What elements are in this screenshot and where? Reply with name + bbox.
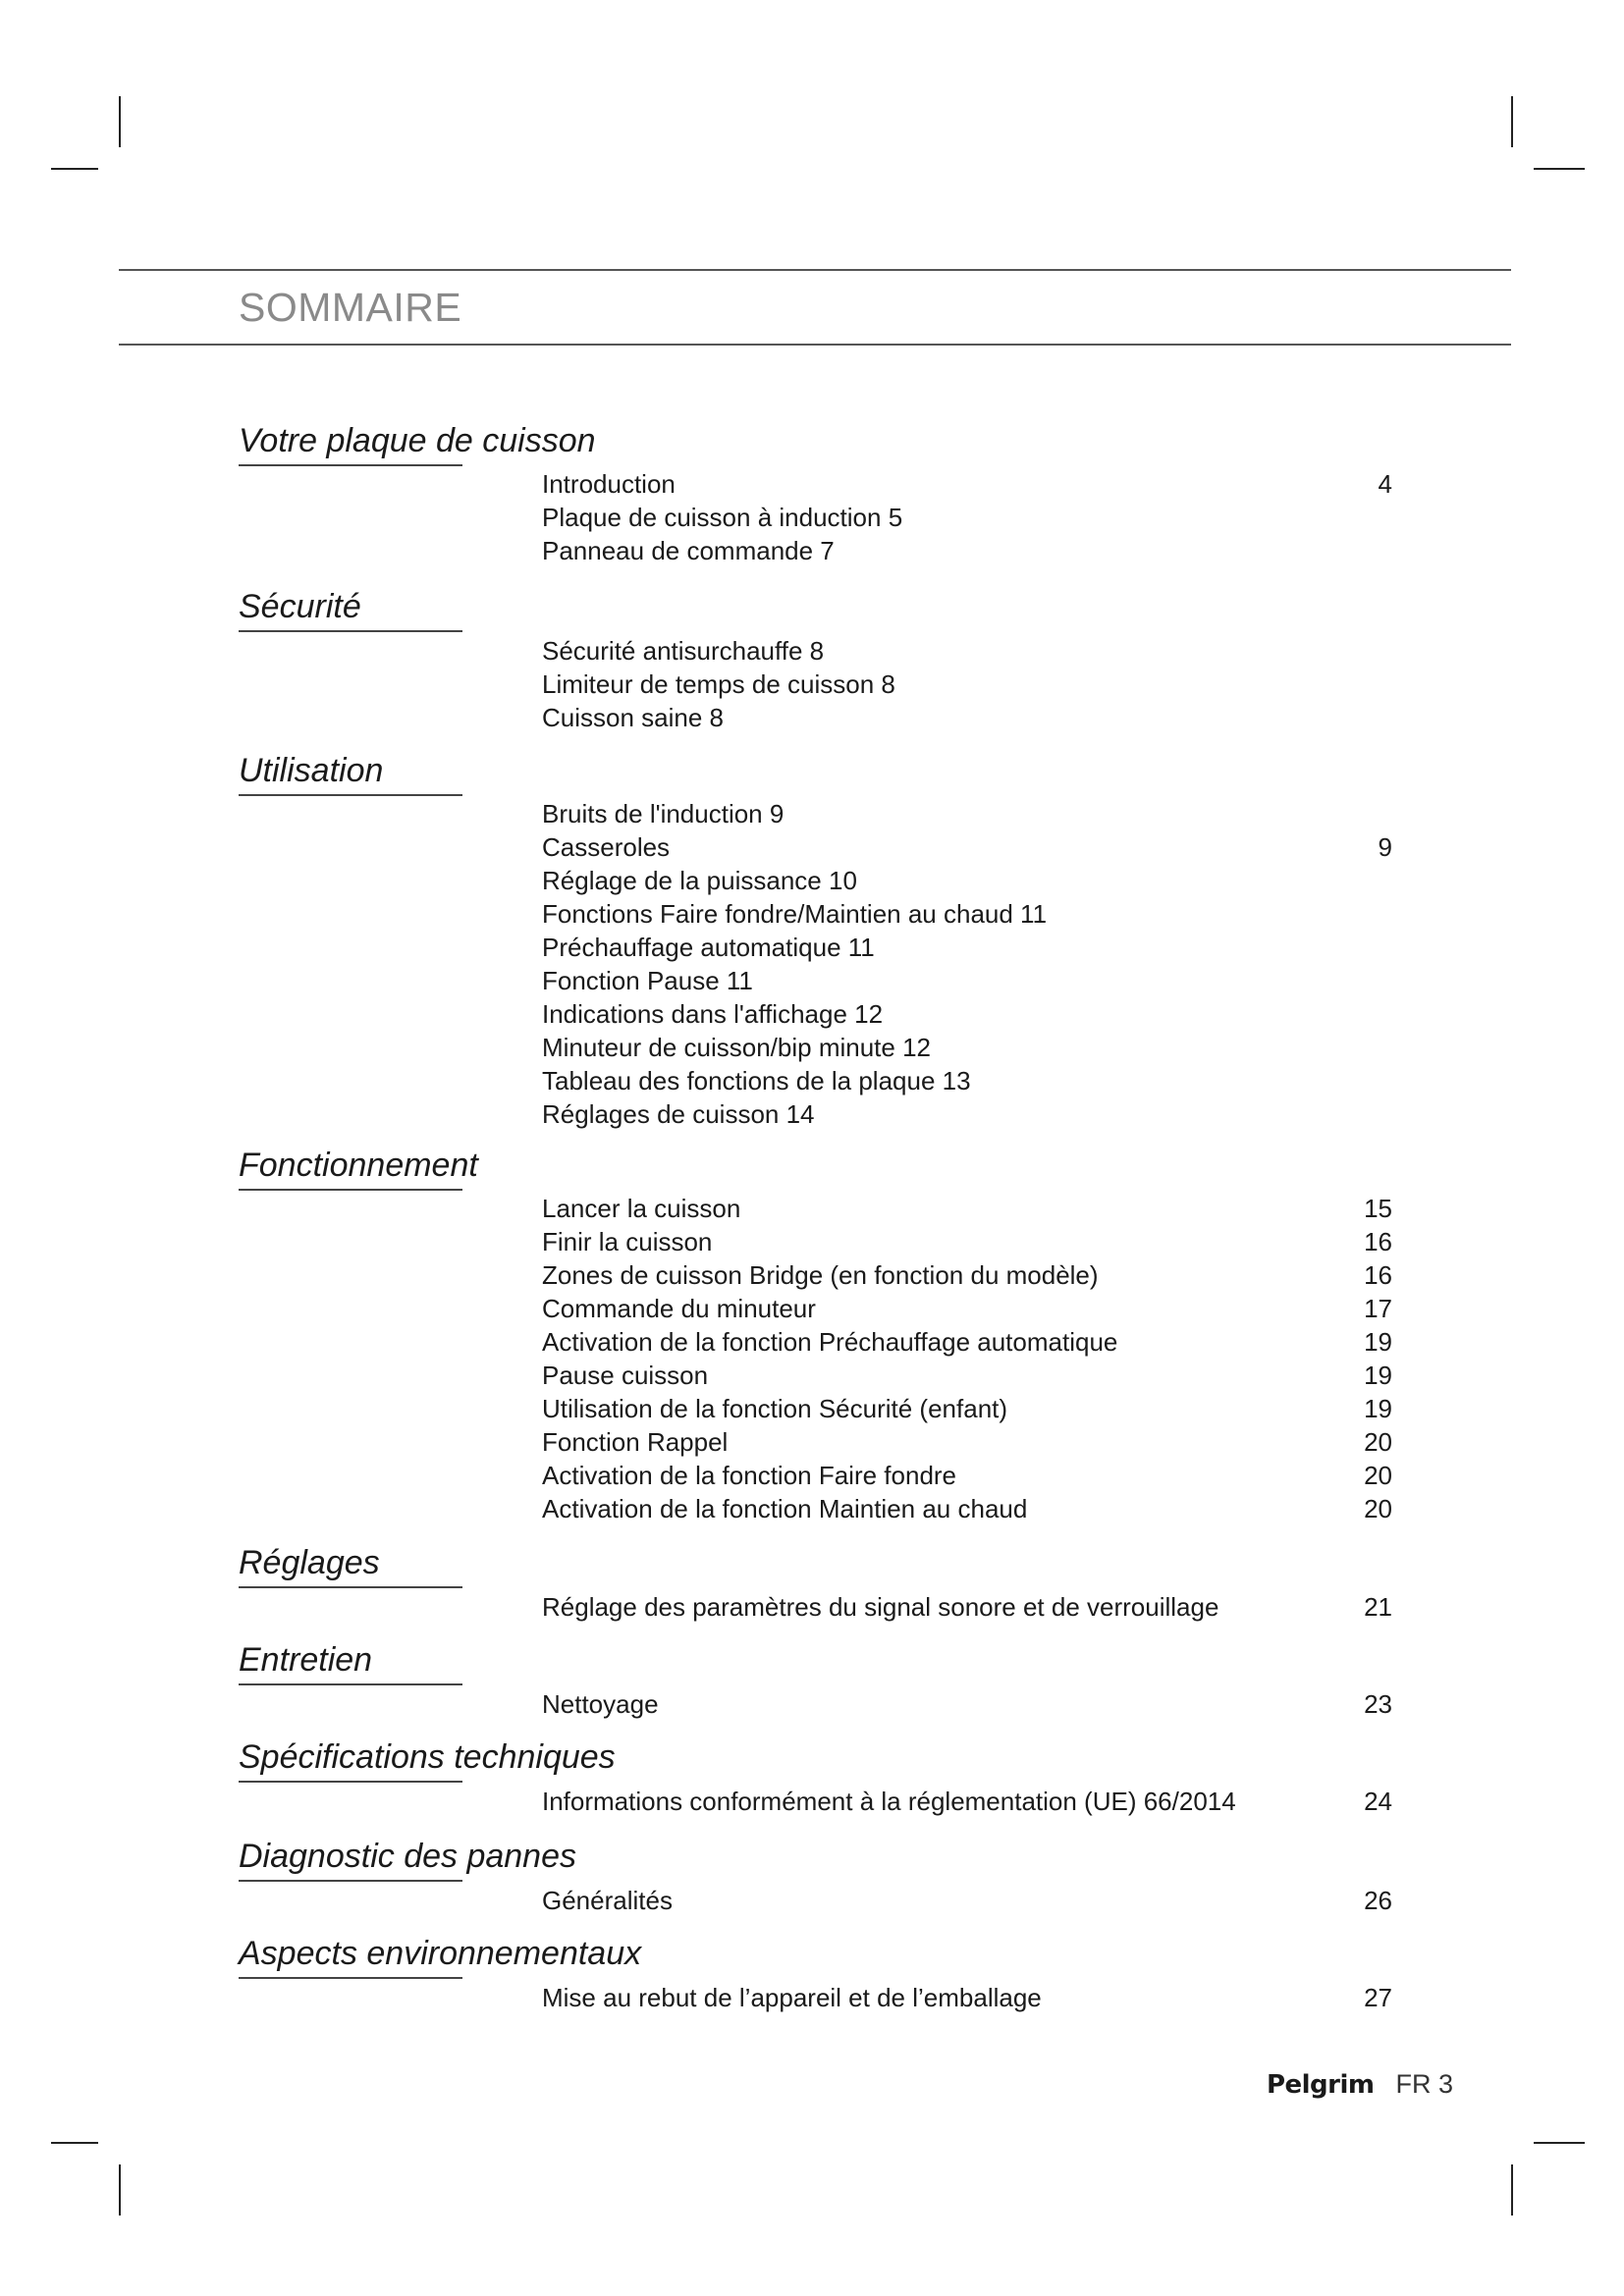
toc-entry-text: Réglage de la puissance 10 — [542, 866, 857, 895]
toc-section-fonctionnement — [239, 1146, 1417, 1191]
toc-entry-text: Généralités — [542, 1886, 673, 1915]
toc-entry-text: Nettoyage — [542, 1689, 659, 1719]
toc-section-securite — [239, 587, 1417, 632]
toc-entry[interactable] — [542, 1359, 1396, 1392]
crop-mark — [1534, 168, 1585, 170]
toc-entry-page: 20 — [1364, 1461, 1392, 1490]
toc-entry[interactable] — [542, 1192, 1396, 1225]
toc-section-diagnostic — [239, 1837, 1417, 1882]
page-footer — [1267, 2069, 1453, 2100]
toc-entry-page: 16 — [1364, 1227, 1392, 1256]
toc-entry-page: 23 — [1364, 1689, 1392, 1719]
toc-entry-page: 19 — [1364, 1327, 1392, 1357]
toc-entry[interactable] — [542, 897, 1396, 931]
toc-entry-text: Fonctions Faire fondre/Maintien au chaud 11 — [542, 899, 1048, 929]
header-top-rule — [119, 269, 1511, 271]
section-title: Votre plaque de cuisson — [239, 422, 596, 459]
toc-entry[interactable] — [542, 501, 1396, 534]
toc-entry-text: Sécurité antisurchauffe 8 — [542, 636, 825, 666]
toc-entry-page: 24 — [1364, 1787, 1392, 1816]
toc-section-specifications — [239, 1737, 1417, 1783]
toc-entry-text: Utilisation de la fonction Sécurité (enfant) — [542, 1394, 1008, 1423]
toc-entry-text: Limiteur de temps de cuisson 8 — [542, 669, 895, 699]
toc-entry-page: 15 — [1364, 1194, 1392, 1223]
section-rule — [239, 1683, 462, 1685]
toc-entries-utilisation — [542, 797, 1396, 1131]
toc-entry-page: 9 — [1378, 832, 1392, 862]
crop-mark — [119, 2164, 121, 2216]
toc-entry[interactable] — [542, 1225, 1396, 1258]
toc-entry-page: 19 — [1364, 1394, 1392, 1423]
toc-entry[interactable] — [542, 1325, 1396, 1359]
toc-entry-page: 20 — [1364, 1494, 1392, 1523]
section-rule — [239, 1586, 462, 1588]
crop-mark — [1511, 96, 1513, 147]
section-rule — [239, 794, 462, 796]
page-title: SOMMAIRE — [239, 285, 462, 330]
toc-entry-text: Fonction Rappel — [542, 1427, 729, 1457]
toc-entry[interactable] — [542, 1031, 1396, 1064]
toc-entry[interactable] — [542, 1981, 1396, 2014]
toc-entry-text: Activation de la fonction Faire fondre — [542, 1461, 957, 1490]
section-title: Sécurité — [239, 588, 361, 625]
toc-entry-page: 19 — [1364, 1361, 1392, 1390]
toc-section-entretien — [239, 1640, 1417, 1685]
section-title: Spécifications techniques — [239, 1738, 616, 1776]
toc-entry[interactable] — [542, 1459, 1396, 1492]
toc-entry[interactable] — [542, 1590, 1396, 1624]
toc-entry[interactable] — [542, 534, 1396, 567]
toc-entry[interactable] — [542, 964, 1396, 997]
toc-entry-text: Pause cuisson — [542, 1361, 709, 1390]
toc-entry-text: Casseroles — [542, 832, 671, 862]
toc-section-reglages — [239, 1543, 1417, 1588]
toc-entry-text: Fonction Pause 11 — [542, 966, 753, 995]
toc-entry[interactable] — [542, 931, 1396, 964]
toc-section-utilisation — [239, 751, 1417, 796]
toc-entry[interactable] — [542, 1258, 1396, 1292]
section-title: Réglages — [239, 1544, 380, 1581]
toc-entry[interactable] — [542, 830, 1396, 864]
toc-entry-text: Plaque de cuisson à induction 5 — [542, 503, 903, 532]
toc-entry-text: Préchauffage automatique 11 — [542, 933, 875, 962]
section-rule — [239, 464, 462, 466]
toc-entry-text: Zones de cuisson Bridge (en fonction du modèle) — [542, 1260, 1099, 1290]
section-title: Aspects environnementaux — [239, 1935, 642, 1972]
toc-entry[interactable] — [542, 1425, 1396, 1459]
toc-entry[interactable] — [542, 467, 1396, 501]
toc-entry[interactable] — [542, 1884, 1396, 1917]
section-title: Entretien — [239, 1641, 373, 1679]
toc-entry-page: 21 — [1364, 1592, 1392, 1622]
toc-entries-diagnostic — [542, 1884, 1396, 1917]
toc-entry-text: Mise au rebut de l’appareil et de l’emballage — [542, 1983, 1042, 2012]
toc-entry-text: Réglage des paramètres du signal sonore et de verrouillage — [542, 1592, 1219, 1622]
toc-entry-page: 17 — [1364, 1294, 1392, 1323]
toc-entry[interactable] — [542, 1097, 1396, 1131]
toc-entry[interactable] — [542, 1785, 1396, 1818]
toc-entry-text: Activation de la fonction Maintien au chaud — [542, 1494, 1028, 1523]
brand-logo: Pelgrim — [1266, 2070, 1375, 2100]
toc-entry[interactable] — [542, 634, 1396, 667]
toc-entry-text: Commande du minuteur — [542, 1294, 816, 1323]
toc-entry-text: Panneau de commande 7 — [542, 536, 835, 565]
toc-entries-specifications — [542, 1785, 1396, 1818]
crop-mark — [119, 96, 121, 147]
toc-entry-text: Bruits de l'induction 9 — [542, 799, 785, 828]
toc-entry[interactable] — [542, 1392, 1396, 1425]
toc-entries-environnement — [542, 1981, 1396, 2014]
toc-entries-entretien — [542, 1687, 1396, 1721]
toc-section-votre-plaque — [239, 421, 1417, 466]
section-rule — [239, 1781, 462, 1783]
toc-entry-text: Cuisson saine 8 — [542, 703, 724, 732]
toc-entry-text: Introduction — [542, 469, 676, 499]
toc-entry-page: 16 — [1364, 1260, 1392, 1290]
section-title: Utilisation — [239, 752, 384, 789]
toc-entry[interactable] — [542, 701, 1396, 734]
crop-mark — [1534, 2142, 1585, 2144]
crop-mark — [51, 168, 98, 170]
toc-entry[interactable] — [542, 864, 1396, 897]
toc-entry-page: 4 — [1378, 469, 1392, 499]
toc-entry-text: Informations conformément à la réglementation (UE) 66/2014 — [542, 1787, 1236, 1816]
toc-entry[interactable] — [542, 1292, 1396, 1325]
toc-entry[interactable] — [542, 1492, 1396, 1525]
toc-entry[interactable] — [542, 997, 1396, 1031]
toc-entry-page: 27 — [1364, 1983, 1392, 2012]
toc-entry[interactable] — [542, 797, 1396, 830]
toc-entry-text: Lancer la cuisson — [542, 1194, 741, 1223]
crop-mark — [51, 2142, 98, 2144]
toc-entry-text: Activation de la fonction Préchauffage automatique — [542, 1327, 1118, 1357]
toc-entries-securite — [542, 634, 1396, 734]
section-title: Fonctionnement — [239, 1147, 478, 1184]
page-number: FR 3 — [1395, 2069, 1453, 2099]
toc-entry-text: Indications dans l'affichage 12 — [542, 999, 884, 1029]
toc-entry-page: 26 — [1364, 1886, 1392, 1915]
toc-entry[interactable] — [542, 1064, 1396, 1097]
toc-entries-fonctionnement — [542, 1192, 1396, 1525]
section-rule — [239, 1880, 462, 1882]
toc-entry[interactable] — [542, 1687, 1396, 1721]
toc-entries-reglages — [542, 1590, 1396, 1624]
section-rule — [239, 1977, 462, 1979]
toc-entry-text: Réglages de cuisson 14 — [542, 1099, 815, 1129]
toc-entry-text: Minuteur de cuisson/bip minute 12 — [542, 1033, 932, 1062]
toc-entry[interactable] — [542, 667, 1396, 701]
toc-entry-page: 20 — [1364, 1427, 1392, 1457]
toc-section-environnement — [239, 1934, 1417, 1979]
toc-entry-text: Finir la cuisson — [542, 1227, 713, 1256]
toc-entries-votre-plaque — [542, 467, 1396, 567]
toc-entry-text: Tableau des fonctions de la plaque 13 — [542, 1066, 971, 1095]
section-title: Diagnostic des pannes — [239, 1838, 577, 1875]
section-rule — [239, 1189, 462, 1191]
header-bottom-rule — [119, 344, 1511, 346]
crop-mark — [1511, 2164, 1513, 2216]
section-rule — [239, 630, 462, 632]
